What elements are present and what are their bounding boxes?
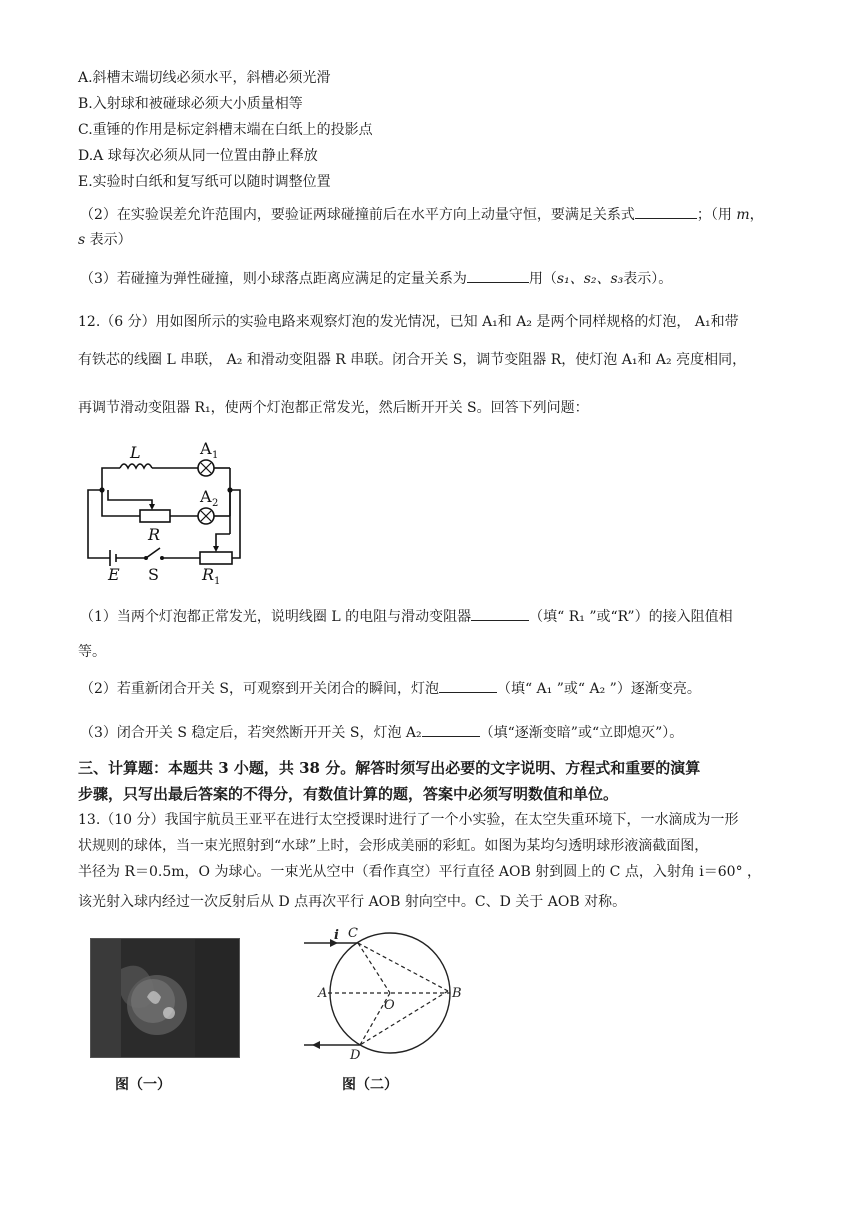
q12-part3 [80,722,683,743]
q12-part1-b: （填“ R₁ ”或“R”）的接入阻值相 [529,609,733,625]
figure2-caption: 图（二） [342,1077,398,1093]
label-B: B [452,986,462,1001]
answer-blank[interactable] [467,268,529,283]
var-s: s [78,232,86,248]
label-R: R [148,525,161,544]
q11-part3-use: 用（ [528,271,557,287]
q12-part2-a: （2）若重新闭合开关 S，可观察到开关闭合的瞬间，灯泡 [80,681,439,697]
label-A1-sub: 1 [212,450,219,461]
q11-part2-line2 [78,230,132,250]
q12-part1 [80,606,733,627]
q11-part2-tail: ；（用 [696,207,732,223]
label-R1-sub: 1 [214,576,221,586]
q11-part3-end: 表示）。 [623,271,673,287]
label-C: C [348,926,358,941]
label-E: E [108,565,120,584]
q11-part3-vars: s₁、s₂、s₃ [556,271,624,287]
water-ball-photo [90,938,240,1058]
q13-line2: 状规则的球体，当一束光照射到“水球”上时，会形成美丽的彩虹。如图为某均匀透明球形液滴截面图， [78,838,709,854]
answer-blank[interactable] [439,678,497,693]
label-O: O [384,998,395,1013]
label-A2: A [200,487,212,506]
label-A1: A [200,439,212,458]
label-D: D [350,1048,361,1063]
label-A: A [318,986,328,1001]
q11-part3 [80,268,672,289]
q12-line2: 有铁芯的线圈 L 串联， A₂ 和滑动变阻器 R 串联。闭合开关 S，调节变阻器 R，使灯泡 A₁和 A₂ 亮度相同， [78,352,747,368]
q11-part2-text: （2）在实验误差允许范围内，要验证两球碰撞前后在水平方向上动量守恒，要满足关系式 [80,207,635,223]
figure1-caption: 图（一） [115,1077,171,1093]
q12-part1-cont: 等。 [78,644,106,660]
option-a: A.斜槽末端切线必须水平，斜槽必须光滑 [78,70,331,86]
q12-part3-b: （填“逐渐变暗”或“立即熄灭”）。 [479,725,684,741]
label-i: i [334,928,339,943]
q13-line3: 半径为 R＝0.5m，O 为球心。一束光从空中（看作真空）平行直径 AOB 射到圆上的 C 点，入射角 i＝60° ， [78,864,762,880]
label-L: L [130,443,141,462]
label-A2-sub: 2 [212,498,219,509]
q13-line1: 13.（10 分）我国宇航员王亚平在进行太空授课时进行了一个小实验，在太空失重环境下，一水滴成为一形 [78,812,739,828]
q12-line3: 再调节滑动变阻器 R₁，使两个灯泡都正常发光，然后断开开关 S。回答下列问题： [78,400,589,416]
option-e: E.实验时白纸和复写纸可以随时调整位置 [78,174,331,190]
label-S: S [148,565,159,584]
label-R1: R [202,565,215,584]
q11-part2-end: 表示） [85,232,132,248]
answer-blank[interactable] [422,722,480,737]
answer-blank[interactable] [471,606,529,621]
var-m: m [736,207,750,223]
section3-heading-line1: 三、计算题：本题共 3 小题，共 38 分。解答时须写出必要的文字说明、方程式和重要的演算 [78,759,701,777]
option-b: B.入射球和被碰球必须大小质量相等 [78,96,303,112]
answer-blank[interactable] [635,204,697,219]
q13-line4: 该光射入球内经过一次反射后从 D 点再次平行 AOB 射向空中。C、D 关于 AOB 对称。 [78,894,627,910]
q12-part3-a: （3）闭合开关 S 稳定后，若突然断开开关 S，灯泡 A₂ [80,725,422,741]
section3-heading-line2: 步骤，只写出最后答案的不得分，有数值计算的题，答案中必须写明数值和单位。 [78,785,619,803]
q11-part2-line1 [80,204,764,225]
q11-part3-text: （3）若碰撞为弹性碰撞，则小球落点距离应满足的定量关系为 [80,271,467,287]
q12-part1-a: （1）当两个灯泡都正常发光，说明线圈 L 的电阻与滑动变阻器 [80,609,472,625]
q12-part2-b: （填“ A₁ ”或“ A₂ ”）逐渐变亮。 [496,681,701,697]
sphere-diagram [298,925,470,1065]
comma: ， [749,207,764,223]
q12-line1: 12.（6 分）用如图所示的实验电路来观察灯泡的发光情况，已知 A₁和 A₂ 是两个同样规格的灯泡， A₁和带 [78,314,739,330]
q12-part2 [80,678,701,699]
option-d: D.A 球每次必须从同一位置由静止释放 [78,148,318,164]
circuit-diagram [80,438,250,586]
option-c: C.重锤的作用是标定斜槽末端在白纸上的投影点 [78,122,373,138]
